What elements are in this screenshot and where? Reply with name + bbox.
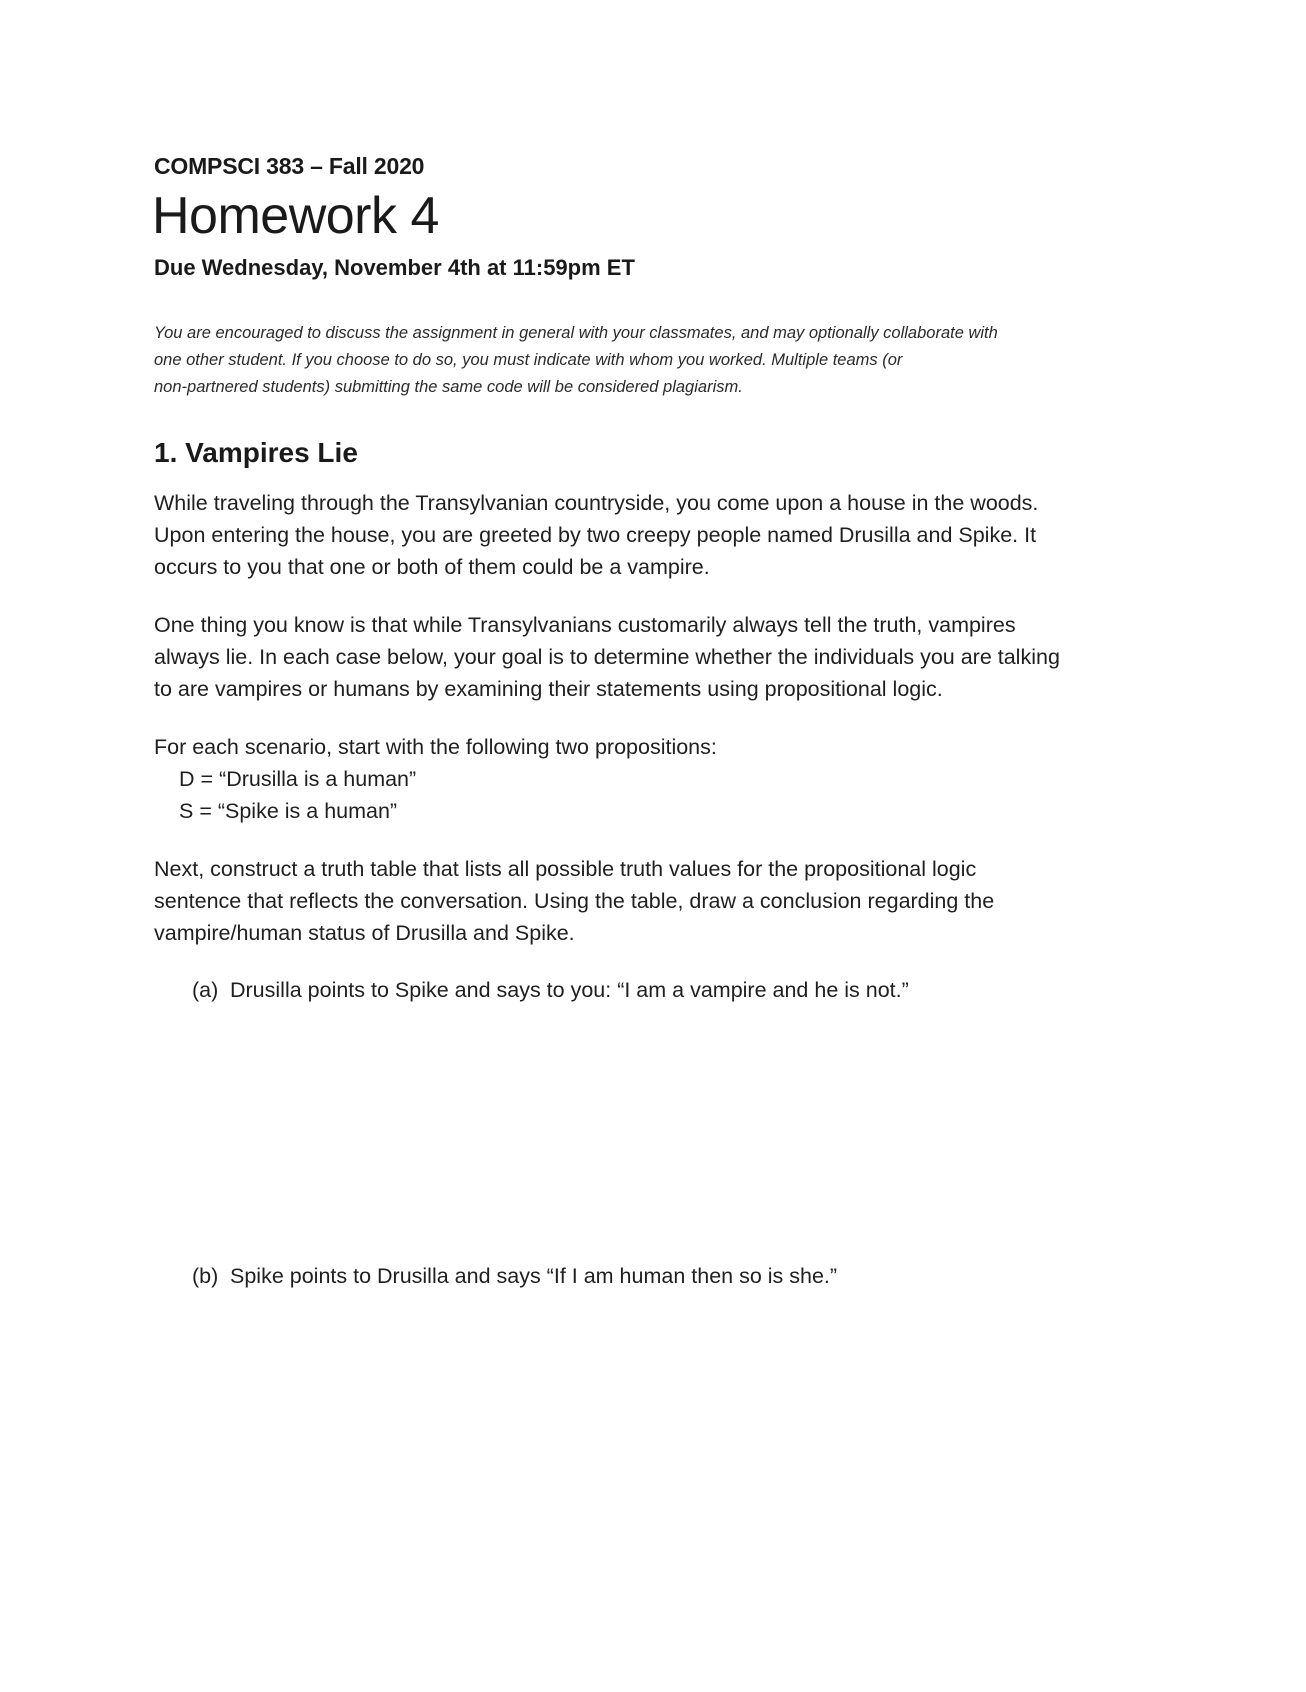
notice-line: You are encouraged to discuss the assignment in general with your classmates, and may optionally collaborate with	[154, 324, 998, 342]
instructions-paragraph	[154, 853, 1154, 949]
question-label: (a)	[192, 978, 219, 1002]
paragraph-line: One thing you know is that while Transylvanians customarily always tell the truth, vampires	[154, 613, 1016, 637]
rules-paragraph	[154, 609, 1154, 705]
paragraph-line: always lie. In each case below, your goal is to determine whether the individuals you are talking	[154, 645, 1060, 669]
question-label: (b)	[192, 1264, 219, 1288]
paragraph-line: Upon entering the house, you are greeted by two creepy people named Drusilla and Spike. It	[154, 523, 1037, 547]
proposition-s: S = “Spike is a human”	[179, 799, 398, 823]
intro-paragraph	[154, 487, 1154, 583]
section-heading: 1. Vampires Lie	[154, 437, 358, 468]
paragraph-line: For each scenario, start with the following two propositions:	[154, 735, 717, 759]
question-a	[192, 974, 909, 1006]
homework-title: Homework 4	[152, 187, 439, 245]
question-b	[192, 1260, 837, 1292]
question-text: Drusilla points to Spike and says to you: “I am a vampire and he is not.”	[230, 978, 909, 1002]
due-date: Due Wednesday, November 4th at 11:59pm ET	[154, 255, 635, 280]
collaboration-notice	[154, 320, 1154, 401]
paragraph-line: occurs to you that one or both of them could be a vampire.	[154, 555, 710, 579]
course-header: COMPSCI 383 – Fall 2020	[154, 153, 425, 179]
paragraph-line: vampire/human status of Drusilla and Spike.	[154, 921, 575, 945]
proposition-d: D = “Drusilla is a human”	[179, 767, 417, 791]
notice-line: non-partnered students) submitting the same code will be considered plagiarism.	[154, 378, 743, 396]
paragraph-line: While traveling through the Transylvanian countryside, you come upon a house in the woods.	[154, 491, 1039, 515]
paragraph-line: to are vampires or humans by examining their statements using propositional logic.	[154, 677, 943, 701]
notice-line: one other student. If you choose to do so, you must indicate with whom you worked. Multiple teams (or	[154, 351, 903, 369]
propositions-paragraph	[154, 731, 1154, 827]
paragraph-line: sentence that reflects the conversation. Using the table, draw a conclusion regarding the	[154, 889, 995, 913]
question-text: Spike points to Drusilla and says “If I am human then so is she.”	[230, 1264, 838, 1288]
paragraph-line: Next, construct a truth table that lists all possible truth values for the propositional logic	[154, 857, 977, 881]
